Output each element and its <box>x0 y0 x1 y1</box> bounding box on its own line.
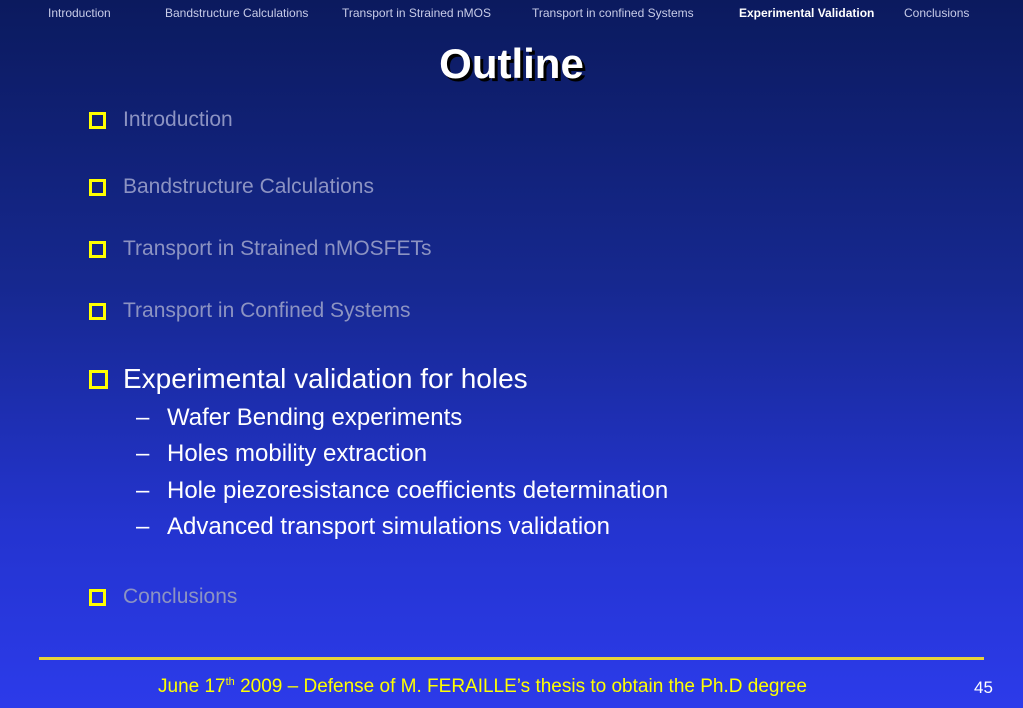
sub-item-label: Holes mobility extraction <box>167 440 428 467</box>
dash-bullet: – <box>136 477 150 504</box>
square-bullet-icon <box>89 112 106 129</box>
square-bullet-icon <box>89 303 106 320</box>
sub-item-label: Wafer Bending experiments <box>167 404 463 431</box>
nav-item-confined-systems[interactable]: Transport in confined Systems <box>532 6 694 20</box>
footer-description: 2009 – Defense of M. FERAILLE’s thesis to obtain the Ph.D degree <box>234 676 807 697</box>
square-bullet-icon <box>89 241 106 258</box>
outline-item-label: Introduction <box>123 108 233 131</box>
square-bullet-icon <box>89 589 106 606</box>
outline-item-confined-systems[interactable] <box>89 299 411 323</box>
outline-item-introduction[interactable] <box>89 108 233 132</box>
outline-item-bandstructure[interactable] <box>89 175 374 199</box>
outline-item-experimental-validation[interactable] <box>89 363 528 395</box>
footer-divider <box>39 657 984 660</box>
square-bullet-icon <box>89 370 108 389</box>
nav-item-strained-nmos[interactable]: Transport in Strained nMOS <box>342 6 491 20</box>
top-navigation <box>0 0 1023 26</box>
page-number: 45 <box>974 678 993 697</box>
outline-item-label: Experimental validation for holes <box>123 363 528 394</box>
nav-item-conclusions[interactable]: Conclusions <box>904 6 970 20</box>
slide-title: Outline <box>439 40 584 87</box>
outline-item-label: Transport in Confined Systems <box>123 299 411 322</box>
dash-bullet: – <box>136 404 150 431</box>
sub-item-wafer-bending <box>136 404 462 432</box>
footer-date-suffix: th <box>225 676 235 688</box>
nav-item-introduction[interactable]: Introduction <box>48 6 111 20</box>
footer-date: June 17 <box>158 676 226 697</box>
dash-bullet: – <box>136 513 150 540</box>
outline-item-label: Conclusions <box>123 585 238 608</box>
nav-item-bandstructure[interactable]: Bandstructure Calculations <box>165 6 309 20</box>
outline-item-label: Bandstructure Calculations <box>123 175 374 198</box>
sub-item-simulations-validation <box>136 513 610 541</box>
dash-bullet: – <box>136 440 150 467</box>
sub-item-mobility-extraction <box>136 440 427 468</box>
footer-text <box>158 676 807 698</box>
outline-item-label: Transport in Strained nMOSFETs <box>123 237 432 260</box>
nav-item-experimental-validation[interactable]: Experimental Validation <box>739 6 875 20</box>
sub-item-label: Advanced transport simulations validation <box>167 513 610 540</box>
square-bullet-icon <box>89 179 106 196</box>
sub-item-piezoresistance <box>136 477 668 505</box>
sub-item-label: Hole piezoresistance coefficients determination <box>167 477 669 504</box>
outline-item-strained-nmosfets[interactable] <box>89 237 432 261</box>
outline-item-conclusions[interactable] <box>89 585 237 609</box>
